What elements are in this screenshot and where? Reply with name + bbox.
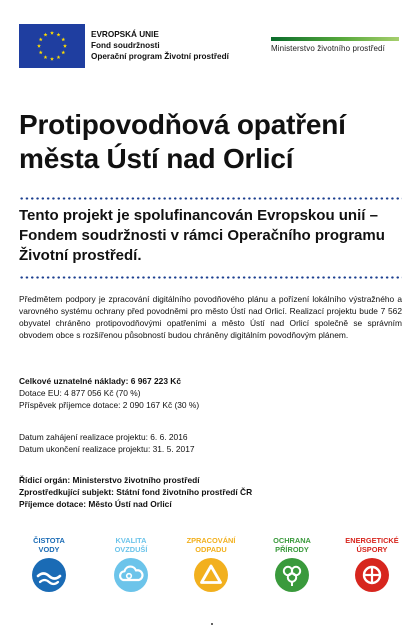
eu-flag-logo [19,24,85,68]
eu-star [37,44,41,48]
intermediary-value: Státní fond životního prostředí ČR [116,487,253,497]
intermediary-body [19,486,252,498]
start-date: Datum zahájení realizace projektu: 6. 6. 2016 [19,432,188,442]
icon-label-line: ENERGETICKÉ [345,536,399,545]
cofinancing-statement: Tento projekt je spolufinancován Evropskou unií – Fondem soudržnosti v rámci Operačního programu Životní prostředí. [19,207,385,264]
intermediary-label: Zprostředkující subjekt: [19,487,114,497]
priority-nature [262,536,322,592]
recipient-value: Město Ústí nad Orlicí [88,499,172,509]
project-description: Předmětem podpory je zpracování digitálního povodňového plánu a pořízení lokálního výstražného a varovného systému ochrany před povodněmi pro město Ústí nad Orlicí. Realizací projektu bude 7 562 obyvatel chráněno protipovodňovými opatřeními a město Ústí nad Orlicí společně se správním obvodem obce s rozšířenou působností budou chráněny digitálním povodňovým plánem. [19,294,402,340]
eu-line: Fond soudržnosti [91,41,160,50]
icon-label-line: KVALITA [115,536,147,545]
eu-line: Operační program Životní prostředí [91,52,229,61]
eu-stars-icon [19,24,85,68]
page-title [19,108,409,176]
title-line: města Ústí nad Orlicí [19,143,294,174]
grant-recipient [19,498,252,510]
bodies-block [19,474,252,510]
priority-waste [181,536,241,592]
title-line: Protipovodňová opatření [19,109,346,140]
icon-label-line: PŘÍRODY [275,545,309,554]
icon-label-line: VODY [38,545,60,554]
water-wave-icon [32,558,66,592]
energy-icon [355,558,389,592]
dotted-divider [19,197,402,200]
eu-star [44,33,48,37]
total-cost-value: 6 967 223 Kč [130,376,182,386]
icon-label [101,536,161,554]
total-cost [19,375,199,387]
icon-label [181,536,241,554]
ministry-logo-text: Ministerstvo životního prostředí [271,44,385,53]
eu-star [57,55,61,59]
managing-label: Řídicí orgán: [19,475,71,485]
eu-line: EVROPSKÁ UNIE [91,30,159,39]
recycle-triangle-icon [194,558,228,592]
eu-star [61,37,65,41]
ministry-logo [271,37,399,53]
eu-star [50,31,54,35]
priority-water [19,536,79,592]
eu-star [39,50,43,54]
cloud-icon [114,558,148,592]
ministry-logo-bar [271,37,399,41]
priority-air [101,536,161,592]
eu-star [39,37,43,41]
tree-icon [275,558,309,592]
managing-value: Ministerstvo životního prostředí [72,475,200,485]
icon-label-line: OCHRANA [273,536,311,545]
icon-label-line: ČISTOTA [33,536,65,545]
total-cost-label: Celkové uznatelné náklady: [19,376,129,386]
icon-label [262,536,322,554]
managing-authority [19,474,252,486]
recipient-label: Příjemce dotace: [19,499,87,509]
icon-label-line: ZPRACOVÁNÍ [186,536,236,545]
icon-label [342,536,402,554]
eu-star [61,50,65,54]
costs-block [19,375,199,411]
logo-header [19,22,401,74]
eu-star [57,33,61,37]
end-date: Datum ukončení realizace projektu: 31. 5. 2017 [19,444,195,454]
icon-label-line: ÚSPORY [356,545,388,554]
icon-label-line: ODPADU [195,545,227,554]
page-marker [211,623,213,625]
priority-energy [342,536,402,592]
icon-label [19,536,79,554]
eu-star [44,55,48,59]
eu-star [63,44,67,48]
eu-subsidy: Dotace EU: 4 877 056 Kč (70 %) [19,388,141,398]
icon-label-line: OVZDUŠÍ [114,545,148,554]
eu-fund-text [91,29,229,62]
dates-block [19,431,195,455]
dotted-divider [19,276,402,279]
priority-axes-icons [19,536,402,606]
recipient-contribution: Příspěvek příjemce dotace: 2 090 167 Kč (30 %) [19,400,200,410]
eu-star [50,57,54,61]
